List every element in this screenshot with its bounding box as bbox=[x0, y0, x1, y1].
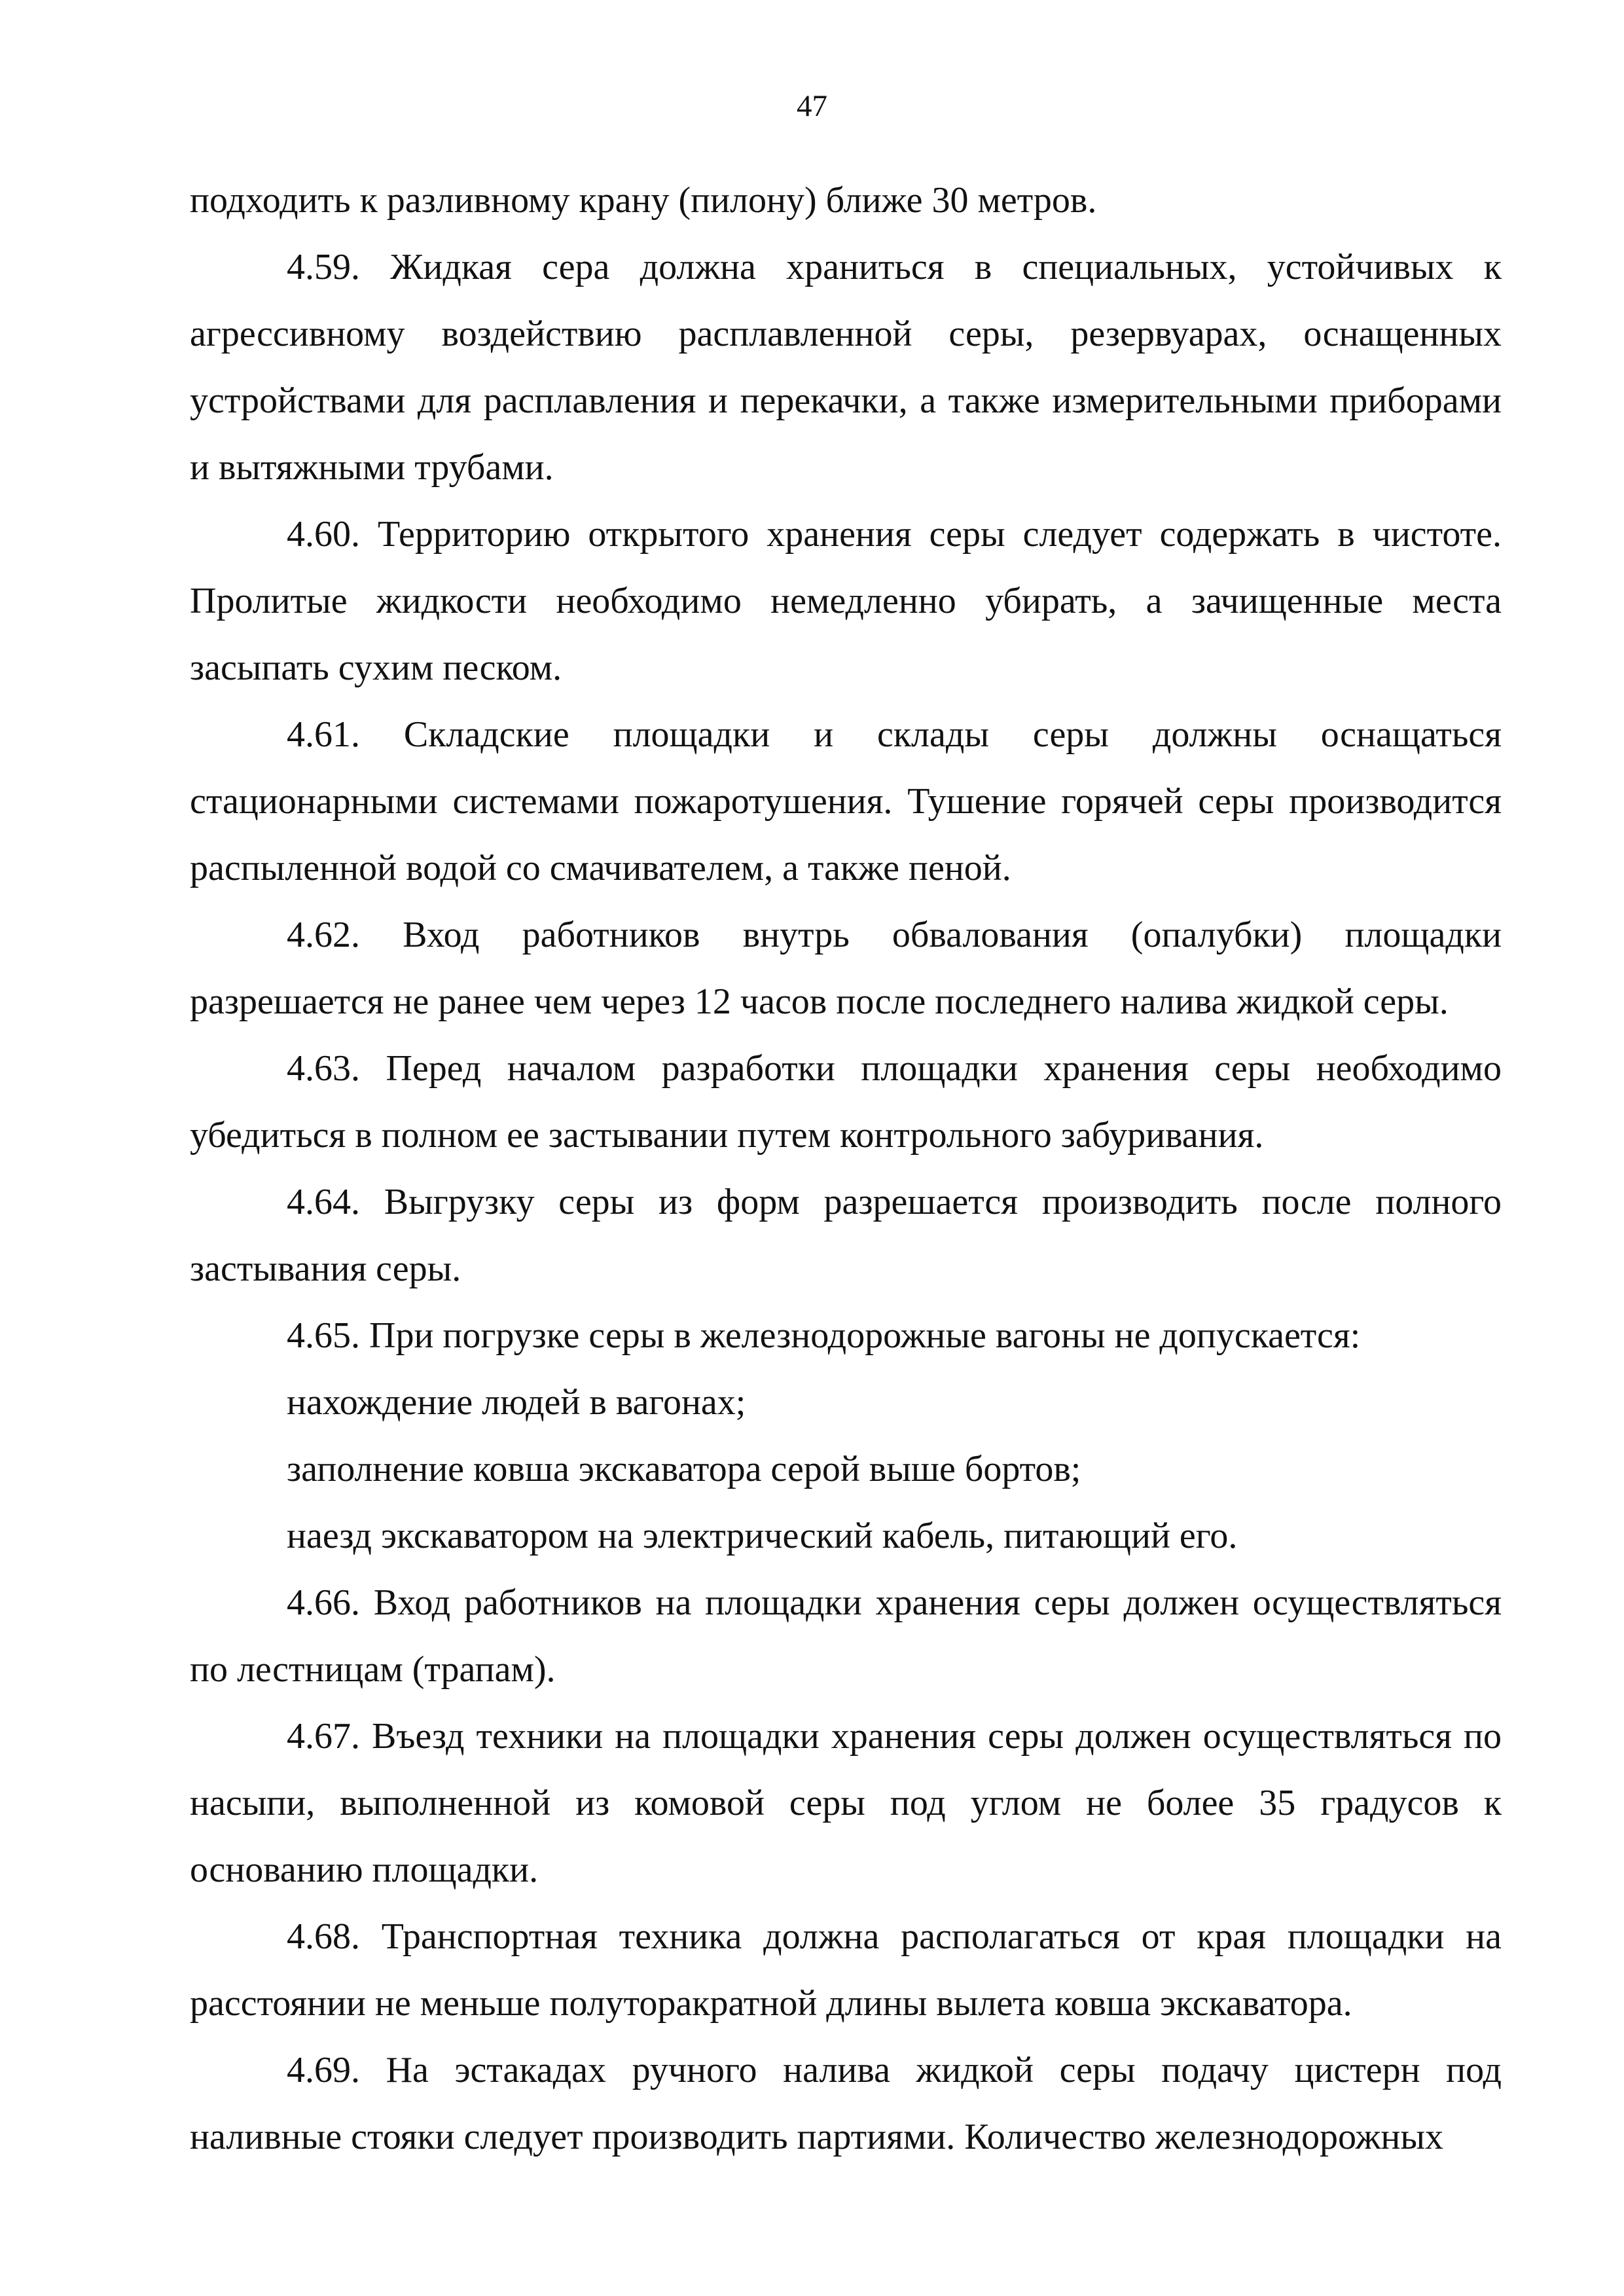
list-item: наезд экскаватором на электрический кабель, питающий его. bbox=[287, 1516, 1238, 1556]
paragraph-4-66: 4.66. Вход работников на площадки хранения серы должен осуществляться по лестницам (трапам). bbox=[190, 1582, 1502, 1690]
paragraph-4-59: 4.59. Жидкая сера должна храниться в специальных, устойчивых к агрессивному воздействию расплавленной серы, резервуарах, оснащенных устройствами для расплавления и перекачки, а также измерительными приборами и вытяжными трубами. bbox=[190, 247, 1502, 488]
paragraph-4-63: 4.63. Перед началом разработки площадки хранения серы необходимо убедиться в полном ее застывании путем контрольного забуривания. bbox=[190, 1048, 1502, 1156]
paragraph-4-61: 4.61. Складские площадки и склады серы должны оснащаться стационарными системами пожаротушения. Тушение горячей серы производится распыленной водой со смачивателем, а также пеной. bbox=[190, 714, 1502, 888]
document-body bbox=[190, 167, 1502, 2170]
paragraph-4-65: 4.65. При погрузке серы в железнодорожные вагоны не допускается: bbox=[287, 1315, 1361, 1356]
paragraph-4-68: 4.68. Транспортная техника должна располагаться от края площадки на расстоянии не меньше полуторакратной длины вылета ковша экскаватора. bbox=[190, 1916, 1502, 2024]
paragraph-4-62: 4.62. Вход работников внутрь обвалования (опалубки) площадки разрешается не ранее чем через 12 часов после последнего налива жидкой серы. bbox=[190, 915, 1502, 1022]
paragraph-4-67: 4.67. Въезд техники на площадки хранения серы должен осуществляться по насыпи, выполненной из комовой серы под углом не более 35 градусов к основанию площадки. bbox=[190, 1716, 1502, 1890]
list-item: нахождение людей в вагонах; bbox=[287, 1382, 746, 1423]
paragraph-4-60: 4.60. Территорию открытого хранения серы следует содержать в чистоте. Пролитые жидкости необходимо немедленно убирать, а зачищенные места засыпать сухим песком. bbox=[190, 514, 1502, 688]
list-item: заполнение ковша экскаватора серой выше бортов; bbox=[287, 1449, 1081, 1489]
page-number: 47 bbox=[797, 89, 827, 123]
paragraph-4-69: 4.69. На эстакадах ручного налива жидкой серы подачу цистерн под наливные стояки следует производить партиями. Количество железнодорожных bbox=[190, 2050, 1502, 2157]
paragraph-4-64: 4.64. Выгрузку серы из форм разрешается производить после полного застывания серы. bbox=[190, 1182, 1502, 1289]
paragraph-continuation: подходить к разливному крану (пилону) ближе 30 метров. bbox=[190, 180, 1097, 221]
